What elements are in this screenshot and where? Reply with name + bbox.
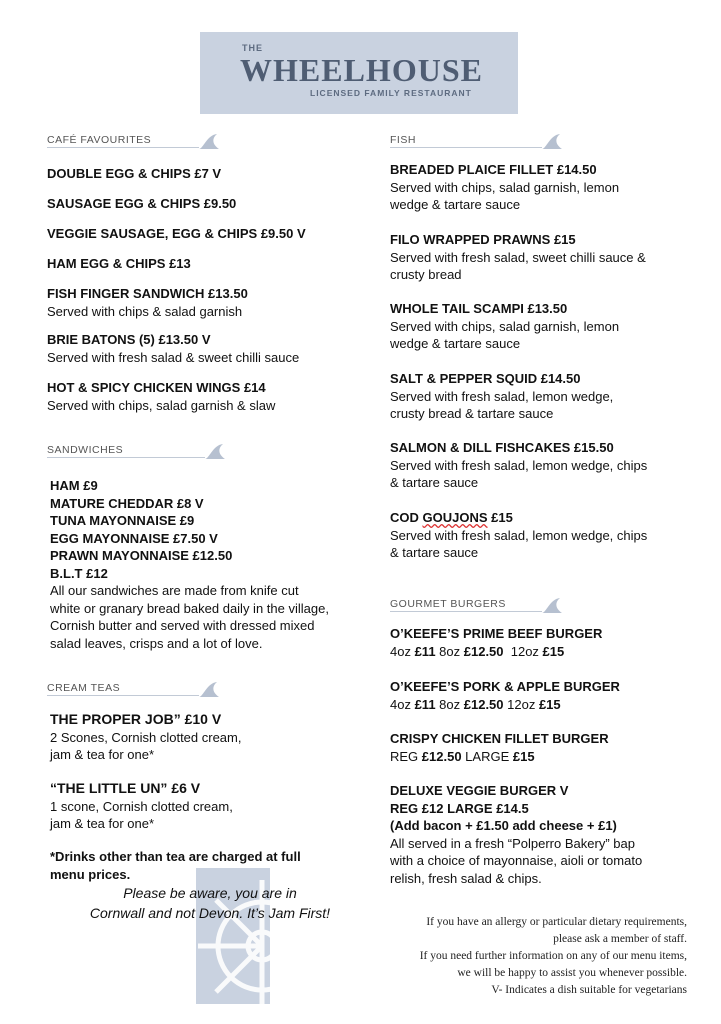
size-price: £11	[414, 643, 436, 659]
sandwich-item: HAM £9	[50, 478, 98, 493]
logo-subtitle: LICENSED FAMILY RESTAURANT	[310, 88, 472, 98]
drinks-note-line: menu prices.	[50, 866, 131, 882]
logo-the: THE	[242, 43, 263, 53]
item-description: & tartare sauce	[390, 475, 479, 490]
section-divider	[47, 695, 199, 696]
item-description: Served with chips, salad garnish, lemon	[390, 179, 620, 195]
menu-item-veggie-sausage: VEGGIE SAUSAGE, EGG & CHIPS £9.50 V	[47, 226, 306, 241]
item-description: Served with fresh salad & sweet chilli sauce	[47, 349, 300, 365]
note-line: If you need further information on any of our menu items,	[419, 950, 687, 962]
menu-item-chicken-burger	[390, 730, 609, 765]
size-price: £11	[414, 696, 436, 712]
menu-item-sausage-egg: SAUSAGE EGG & CHIPS £9.50	[47, 196, 237, 211]
sandwich-item: MATURE CHEDDAR £8 V	[50, 495, 204, 511]
item-title: FILO WRAPPED PRAWNS £15	[390, 232, 576, 247]
menu-item-proper-job	[50, 711, 241, 764]
size-price: £15	[538, 696, 561, 712]
note-line: we will be happy to assist you whenever possible.	[457, 967, 687, 979]
item-title: “THE LITTLE UN” £6 V	[50, 780, 201, 796]
item-title: O’KEEFE’S PORK & APPLE BURGER	[390, 679, 620, 694]
item-title: FISH FINGER SANDWICH £13.50	[47, 286, 248, 301]
item-sizes	[390, 696, 620, 714]
menu-item-salmon	[390, 439, 647, 492]
item-title: SALT & PEPPER SQUID £14.50	[390, 371, 581, 386]
size-price: £12.50	[463, 643, 504, 659]
item-description: with a choice of mayonnaise, aioli or tomato	[390, 853, 643, 868]
wave-icon	[197, 131, 221, 151]
menu-item-plaice	[390, 161, 619, 214]
sandwich-desc-line: Cornish butter and served with dressed mixed	[50, 618, 315, 633]
note-line: If you have an allergy or particular dietary requirements,	[426, 916, 687, 928]
item-description: All served in a fresh “Polperro Bakery” bap	[390, 835, 635, 851]
item-description: Served with fresh salad, sweet chilli sauce &	[390, 249, 646, 265]
item-description: Served with chips, salad garnish, lemon	[390, 318, 620, 334]
item-title: THE PROPER JOB” £10 V	[50, 711, 222, 727]
item-title: HOT & SPICY CHICKEN WINGS £14	[47, 380, 266, 395]
item-title: BRIE BATONS (5) £13.50 V	[47, 332, 211, 347]
item-title: DELUXE VEGGIE BURGER V	[390, 783, 569, 798]
section-header-cream-teas	[47, 678, 221, 700]
section-title: GOURMET BURGERS	[390, 598, 506, 610]
drinks-note-line: *Drinks other than tea are charged at full	[50, 849, 301, 864]
sandwich-desc-line: All our sandwiches are made from knife cut	[50, 583, 299, 598]
logo-name: WHEELHOUSE	[240, 52, 483, 88]
size-label: LARGE	[461, 748, 513, 764]
item-description: Served with chips, salad garnish & slaw	[47, 397, 276, 413]
note-line: V- Indicates a dish suitable for vegetarians	[491, 984, 687, 996]
size-price: £15	[512, 748, 535, 764]
section-divider	[390, 611, 542, 612]
size-label: REG	[390, 748, 422, 764]
menu-item-cod	[390, 509, 647, 562]
menu-item-scampi	[390, 300, 619, 353]
item-description: crusty bread & tartare sauce	[390, 406, 554, 421]
item-description: & tartare sauce	[390, 545, 479, 560]
jam-first-note	[40, 883, 380, 923]
section-title: FISH	[390, 134, 416, 146]
item-sizes	[390, 643, 602, 661]
item-title: O’KEEFE’S PRIME BEEF BURGER	[390, 626, 603, 641]
size-label: 8oz	[435, 643, 464, 659]
sandwich-item: PRAWN MAYONNAISE £12.50	[50, 548, 233, 563]
menu-item-veggie-burger	[390, 782, 642, 887]
item-title: WHOLE TAIL SCAMPI £13.50	[390, 301, 568, 316]
item-description: crusty bread	[390, 267, 462, 282]
section-title: CAFÉ FAVOURITES	[47, 134, 152, 146]
item-description: wedge & tartare sauce	[390, 197, 521, 212]
sandwich-item: EGG MAYONNAISE £7.50 V	[50, 530, 218, 546]
wave-icon	[197, 679, 221, 699]
item-title	[390, 509, 647, 527]
item-description: 1 scone, Cornish clotted cream,	[50, 798, 233, 814]
size-label: 12oz	[503, 643, 543, 659]
item-title: CRISPY CHICKEN FILLET BURGER	[390, 731, 609, 746]
menu-item-fish-finger	[47, 285, 248, 320]
menu-item-ham-egg: HAM EGG & CHIPS £13	[47, 256, 191, 271]
sandwich-desc-line: salad leaves, crisps and a lot of love.	[50, 635, 263, 651]
menu-item-squid	[390, 370, 613, 423]
wave-icon	[540, 131, 564, 151]
sandwich-item: B.L.T £12	[50, 565, 108, 581]
menu-item-beef-burger	[390, 625, 602, 660]
sandwiches-list	[50, 477, 380, 652]
menu-item-double-egg: DOUBLE EGG & CHIPS £7 V	[47, 166, 222, 181]
menu-item-wings	[47, 379, 275, 414]
sandwich-desc-line: white or granary bread baked daily in the village,	[50, 600, 329, 616]
item-addons: (Add bacon + £1.50 add cheese + £1)	[390, 818, 617, 833]
drinks-note	[50, 848, 301, 883]
size-label: 4oz	[390, 643, 415, 659]
size-label: 8oz	[435, 696, 464, 712]
item-description: relish, fresh salad & chips.	[390, 870, 542, 886]
item-title: SALMON & DILL FISHCAKES £15.50	[390, 440, 614, 455]
item-title: BREADED PLAICE FILLET £14.50	[390, 162, 597, 177]
section-header-cafe	[47, 130, 221, 152]
item-description: Served with fresh salad, lemon wedge, chips	[390, 527, 648, 543]
item-description: Served with fresh salad, lemon wedge,	[390, 388, 614, 404]
logo-banner	[200, 32, 518, 114]
section-header-sandwiches	[47, 440, 227, 462]
size-price: £12.50	[463, 696, 504, 712]
section-title: CREAM TEAS	[47, 682, 121, 694]
item-description: Served with chips & salad garnish	[47, 303, 243, 319]
sandwich-item: TUNA MAYONNAISE £9	[50, 513, 195, 528]
item-description: wedge & tartare sauce	[390, 336, 521, 351]
allergy-notes	[347, 914, 687, 999]
jam-first-line: Please be aware, you are in	[123, 885, 297, 901]
item-description: 2 Scones, Cornish clotted cream,	[50, 729, 242, 745]
section-divider	[390, 147, 542, 148]
item-description: jam & tea for one*	[50, 747, 155, 762]
menu-item-prawns	[390, 231, 646, 284]
section-header-fish	[390, 130, 564, 152]
wave-icon	[203, 441, 227, 461]
item-prices: REG £12 LARGE £14.5	[390, 800, 529, 816]
cod-title-a: COD	[390, 510, 423, 525]
size-label: 4oz	[390, 696, 415, 712]
section-divider	[47, 147, 199, 148]
item-description: Served with fresh salad, lemon wedge, chips	[390, 457, 648, 473]
size-price: £12.50	[421, 748, 462, 764]
size-label: 12oz	[503, 696, 539, 712]
jam-first-line: Cornwall and not Devon. It’s Jam First!	[89, 905, 331, 921]
menu-item-pork-burger	[390, 678, 620, 713]
cod-title-c: £15	[487, 510, 513, 525]
menu-item-little-un	[50, 780, 233, 833]
item-sizes	[390, 748, 609, 766]
note-line: please ask a member of staff.	[553, 933, 687, 945]
wave-icon	[540, 595, 564, 615]
section-header-burgers	[390, 594, 564, 616]
menu-item-brie	[47, 331, 299, 366]
size-price: £15	[542, 643, 565, 659]
item-description: jam & tea for one*	[50, 816, 155, 831]
section-divider	[47, 457, 205, 458]
section-title: SANDWICHES	[47, 444, 124, 456]
cod-title-b: GOUJONS	[422, 510, 488, 525]
